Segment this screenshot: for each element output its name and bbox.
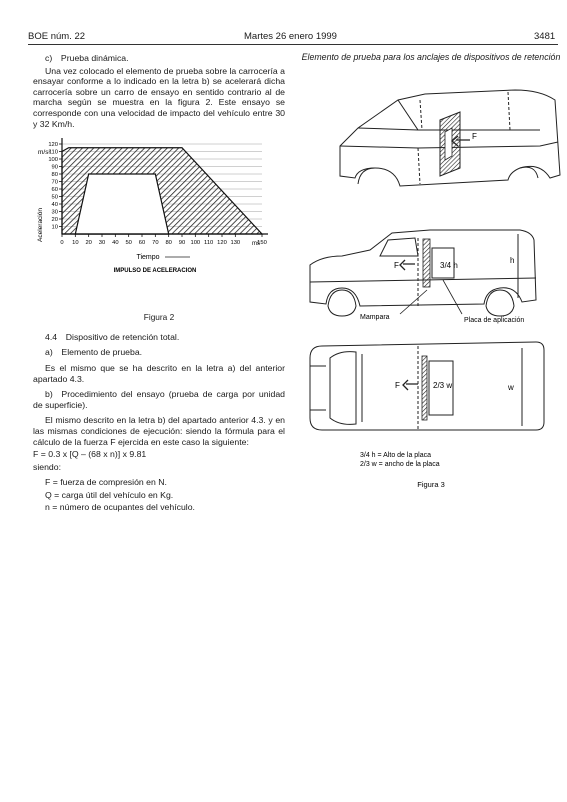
section-a-paragraph: Es el mismo que se ha descrito en la letra a) del anterior apartado 4.3. (33, 362, 285, 384)
x-tick-label: 40 (112, 240, 119, 246)
page-number: 3481 (534, 31, 556, 42)
force-label-perspective: F (472, 132, 477, 141)
plate-height-label: 3/4 h (440, 261, 458, 270)
placa-label: Placa de aplicación (464, 317, 525, 324)
x-tick-label: 20 (85, 240, 92, 246)
figure-2-caption: Figura 2 (143, 312, 175, 323)
acceleration-chart (30, 132, 290, 297)
figure-3-title: Elemento de prueba para los anclajes de dispositivos de retención (301, 52, 561, 62)
x-tick-label: 100 (190, 240, 201, 246)
section-c-paragraph: Una vez colocado el elemento de prueba sobre la carrocería a ensayar conforme a lo indicado en la letra b) se acelerará dicha carrocería sobre un carro de ensayo en sentido contrario al de marcha según se muestra en la figura 2. Este ensayo se corresponde con una velocidad de impacto del vehículo entre 30 y 32 Km/h. (33, 65, 286, 129)
x-tick-label: 10 (72, 240, 79, 246)
y-tick-label: 80 (51, 172, 58, 178)
y-axis-label: Aceleración (37, 208, 44, 242)
section-b-heading: b) Procedimiento del ensayo (prueba de carga por unidad de superficie). (33, 389, 285, 410)
x-tick-label: 70 (152, 240, 159, 246)
header-left: BOE núm. 22 (28, 31, 86, 42)
section-c-heading: c) Prueba dinámica. (45, 53, 129, 63)
x-tick-label: 0 (60, 240, 64, 246)
x-tick-label: 50 (125, 240, 132, 246)
section-4-4-heading: 4.4 Dispositivo de retención total. (45, 331, 180, 342)
x-tick-label: 150 (257, 240, 267, 246)
figure-3 (300, 50, 562, 500)
y-axis-unit: m/s² (38, 149, 51, 156)
y-tick-label: 70 (51, 179, 58, 186)
x-tick-label: 110 (204, 240, 214, 246)
force-label-top: F (395, 381, 400, 390)
x-axis-unit: ms (252, 241, 260, 247)
mampara-side (423, 239, 430, 287)
y-tick-label: 30 (51, 209, 58, 216)
figure-3-caption: Figura 3 (417, 480, 445, 489)
x-tick-label: 60 (138, 240, 146, 246)
y-tick-label: 110 (48, 149, 58, 156)
section-b-paragraph: El mismo descrito en la letra b) del apartado anterior 4.3. y en las mismas condiciones de ejecución: siendo la fórmula para el cálculo de la fuerza F ejercida en este caso la siguiente: (33, 415, 285, 447)
header-rule (28, 44, 558, 45)
definition-n: n = número de ocupantes del vehículo. (45, 502, 195, 513)
siendo-label: siendo: (33, 461, 62, 472)
y-tick-label: 100 (48, 157, 58, 163)
x-tick-label: 130 (230, 240, 241, 246)
x-tick-label: 30 (98, 240, 106, 246)
y-tick-label: 60 (51, 187, 58, 193)
y-tick-label: 40 (51, 202, 58, 208)
section-a-heading: a) Elemento de prueba. (45, 347, 143, 358)
legend-plate-width: 2/3 w = ancho de la placa (360, 461, 440, 468)
height-label: h (510, 256, 515, 265)
plate-width-label: 2/3 w (433, 381, 453, 390)
figure-2-chart (30, 132, 290, 297)
test-plate-perspective (440, 112, 470, 176)
y-tick-label: 20 (51, 217, 58, 223)
x-axis-label: Tiempo (136, 254, 160, 261)
force-formula: F = 0.3 x [Q – (68 x n)] x 9.81 (33, 449, 147, 460)
legend-plate-height: 3/4 h = Alto de la placa (360, 452, 432, 459)
mampara-label: Mampara (360, 314, 390, 321)
width-label: w (508, 383, 514, 392)
inner-corridor (75, 174, 168, 234)
x-tick-label: 120 (217, 240, 227, 246)
figure-3-drawings (300, 50, 562, 500)
y-tick-label: 120 (48, 142, 58, 148)
definition-f: F = fuerza de compresión en N. (45, 477, 167, 488)
chart-caption: IMPULSO DE ACELERACION (113, 268, 197, 274)
y-tick-label: 50 (51, 194, 58, 201)
header-center: Martes 26 enero 1999 (244, 31, 337, 42)
force-label-side: F (394, 261, 399, 270)
definition-q: Q = carga útil del vehículo en Kg. (45, 489, 174, 500)
y-tick-label: 10 (51, 224, 58, 231)
mampara-top (422, 356, 427, 420)
y-tick-label: 90 (51, 164, 58, 171)
x-tick-label: 80 (165, 240, 172, 246)
x-tick-label: 90 (178, 240, 186, 246)
